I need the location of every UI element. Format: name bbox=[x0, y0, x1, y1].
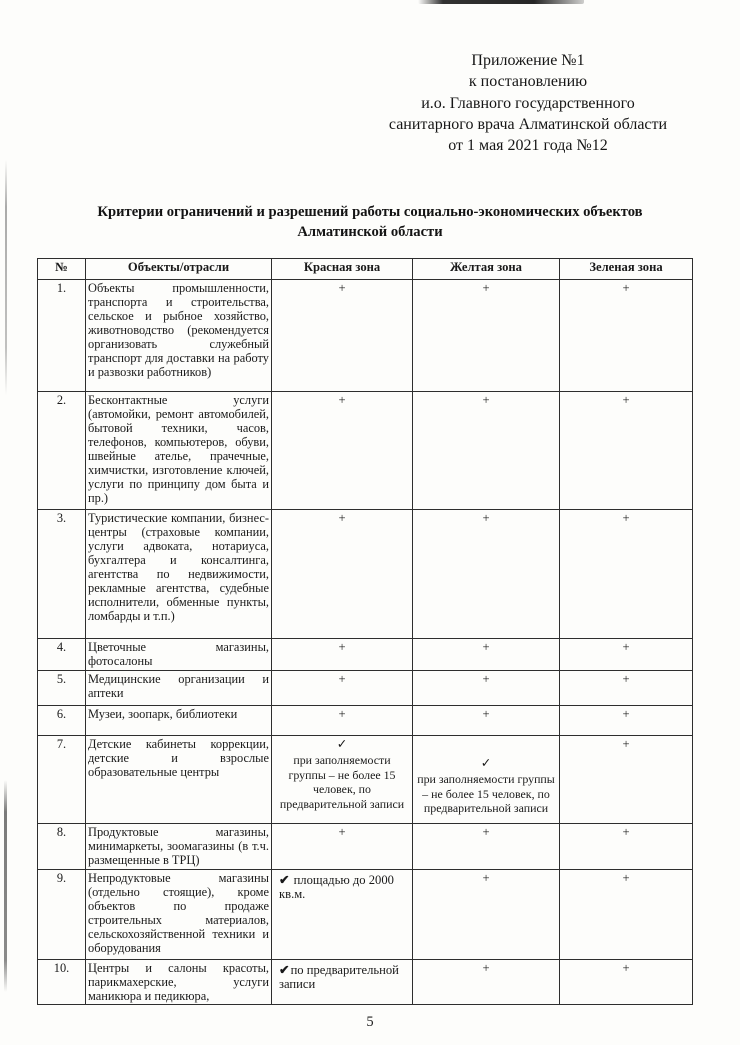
yellow-zone-cell: + bbox=[413, 510, 560, 639]
column-header-red-zone: Красная зона bbox=[272, 259, 413, 280]
row-number: 8. bbox=[38, 824, 86, 870]
header-line-official-1: и.о. Главного государственного bbox=[421, 94, 635, 112]
table-row-1 bbox=[38, 280, 693, 392]
red-zone-cell bbox=[272, 960, 413, 1005]
green-zone-cell: + bbox=[560, 639, 693, 671]
title-line-2: Алматинской области bbox=[297, 223, 443, 240]
row-number: 6. bbox=[38, 706, 86, 736]
scan-artifact-left-upper bbox=[5, 160, 7, 395]
column-header-green-zone: Зеленая зона bbox=[560, 259, 693, 280]
green-zone-cell: + bbox=[560, 280, 693, 392]
table-row-3 bbox=[38, 510, 693, 639]
green-zone-cell: + bbox=[560, 510, 693, 639]
table-row-8 bbox=[38, 824, 693, 870]
object-cell: Бесконтактные услуги (автомойки, ремонт автомобилей, бытовой техники, часов, телефонов, компьютеров, обуви, швейные ателье, прачечные, химчистки, изготовление ключей, услуги по принципу дом быта и пр.) bbox=[86, 392, 272, 510]
table-row-10 bbox=[38, 960, 693, 1005]
green-zone-cell: + bbox=[560, 736, 693, 824]
title-line-1: Критерии ограничений и разрешений работы социально-экономических объектов bbox=[97, 204, 643, 220]
green-zone-cell: + bbox=[560, 960, 693, 1005]
object-cell: Непродуктовые магазины (отдельно стоящие), кроме объектов по продаже строительных материалов, сельскохозяйственной техники и оборудования bbox=[86, 870, 272, 960]
table-row-2 bbox=[38, 392, 693, 510]
yellow-zone-cell: + bbox=[413, 824, 560, 870]
table-row-9 bbox=[38, 870, 693, 960]
yellow-zone-cell: + bbox=[413, 671, 560, 706]
row-number: 2. bbox=[38, 392, 86, 510]
row-number: 4. bbox=[38, 639, 86, 671]
row-number: 1. bbox=[38, 280, 86, 392]
column-header-number: № bbox=[38, 259, 86, 280]
red-zone-condition: по предварительной записи bbox=[279, 963, 399, 991]
appendix-header-block bbox=[372, 50, 684, 156]
red-zone-cell: + bbox=[272, 706, 413, 736]
red-zone-cell: + bbox=[272, 392, 413, 510]
yellow-zone-cell: + bbox=[413, 392, 560, 510]
checkmark-icon: ✓ bbox=[480, 756, 492, 770]
red-zone-cell: + bbox=[272, 280, 413, 392]
column-header-objects: Объекты/отрасли bbox=[86, 259, 272, 280]
yellow-zone-cell: + bbox=[413, 960, 560, 1005]
object-cell: Цветочные магазины, фотосалоны bbox=[86, 639, 272, 671]
page-number: 5 bbox=[366, 1014, 374, 1030]
row-number: 10. bbox=[38, 960, 86, 1005]
green-zone-cell: + bbox=[560, 392, 693, 510]
table-header-row bbox=[38, 259, 693, 280]
document-title bbox=[0, 203, 740, 242]
red-zone-cell: + bbox=[272, 639, 413, 671]
yellow-zone-cell: + bbox=[413, 706, 560, 736]
header-line-decree: к постановлению bbox=[468, 73, 588, 91]
object-cell: Медицинские организации и аптеки bbox=[86, 671, 272, 706]
object-cell: Музеи, зоопарк, библиотеки bbox=[86, 706, 272, 736]
red-zone-cell: + bbox=[272, 510, 413, 639]
table-row-4 bbox=[38, 639, 693, 671]
object-cell: Детские кабинеты коррекции, детские и взрослые образовательные центры bbox=[86, 736, 272, 824]
checkmark-icon: ✔ bbox=[279, 873, 290, 887]
red-zone-cell: + bbox=[272, 824, 413, 870]
checkmark-icon: ✓ bbox=[336, 737, 348, 751]
green-zone-cell: + bbox=[560, 870, 693, 960]
column-header-yellow-zone: Желтая зона bbox=[413, 259, 560, 280]
row-number: 9. bbox=[38, 870, 86, 960]
red-zone-condition: площадью до 2000 кв.м. bbox=[279, 873, 394, 901]
table-row-7 bbox=[38, 736, 693, 824]
yellow-zone-cell: + bbox=[413, 280, 560, 392]
scan-artifact-top bbox=[418, 0, 584, 4]
row-number: 5. bbox=[38, 671, 86, 706]
header-line-official-2: санитарного врача Алматинской области bbox=[388, 115, 668, 133]
green-zone-cell: + bbox=[560, 824, 693, 870]
green-zone-cell: + bbox=[560, 671, 693, 706]
header-line-appendix: Приложение №1 bbox=[471, 52, 585, 69]
object-cell: Центры и салоны красоты, парикмахерские, услуги маникюра и педикюра, bbox=[86, 960, 272, 1005]
table-row-6 bbox=[38, 706, 693, 736]
green-zone-cell: + bbox=[560, 706, 693, 736]
object-cell: Туристические компании, бизнес-центры (страховые компании, услуги адвоката, нотариуса, бухгалтера и консалтинга, агентства по недвижимости, рекламные агентства, судебные исполнители, обменные пункты, ломбарды и т.п.) bbox=[86, 510, 272, 639]
object-cell: Продуктовые магазины, минимаркеты, зоомагазины (в т.ч. размещенные в ТРЦ) bbox=[86, 824, 272, 870]
row-number: 7. bbox=[38, 736, 86, 824]
object-cell: Объекты промышленности, транспорта и строительства, сельское и рыбное хозяйство, животноводство (рекомендуется организовать служебный транспорт для доставки на работу и развозки работников) bbox=[86, 280, 272, 392]
header-line-date: от 1 мая 2021 года №12 bbox=[448, 137, 608, 155]
yellow-zone-cell bbox=[413, 736, 560, 824]
red-zone-cell: + bbox=[272, 671, 413, 706]
yellow-zone-cell: + bbox=[413, 870, 560, 960]
red-zone-condition: при заполняемости группы – не более 15 человек, по предварительной записи bbox=[279, 753, 405, 811]
red-zone-cell bbox=[272, 736, 413, 824]
row-number: 3. bbox=[38, 510, 86, 639]
checkmark-icon: ✔ bbox=[279, 963, 290, 977]
table-row-5 bbox=[38, 671, 693, 706]
scan-artifact-left-lower bbox=[4, 780, 7, 992]
criteria-table bbox=[37, 258, 693, 1005]
yellow-zone-cell: + bbox=[413, 639, 560, 671]
yellow-zone-condition: при заполняемости группы – не более 15 человек, по предварительной записи bbox=[417, 772, 555, 816]
red-zone-cell bbox=[272, 870, 413, 960]
